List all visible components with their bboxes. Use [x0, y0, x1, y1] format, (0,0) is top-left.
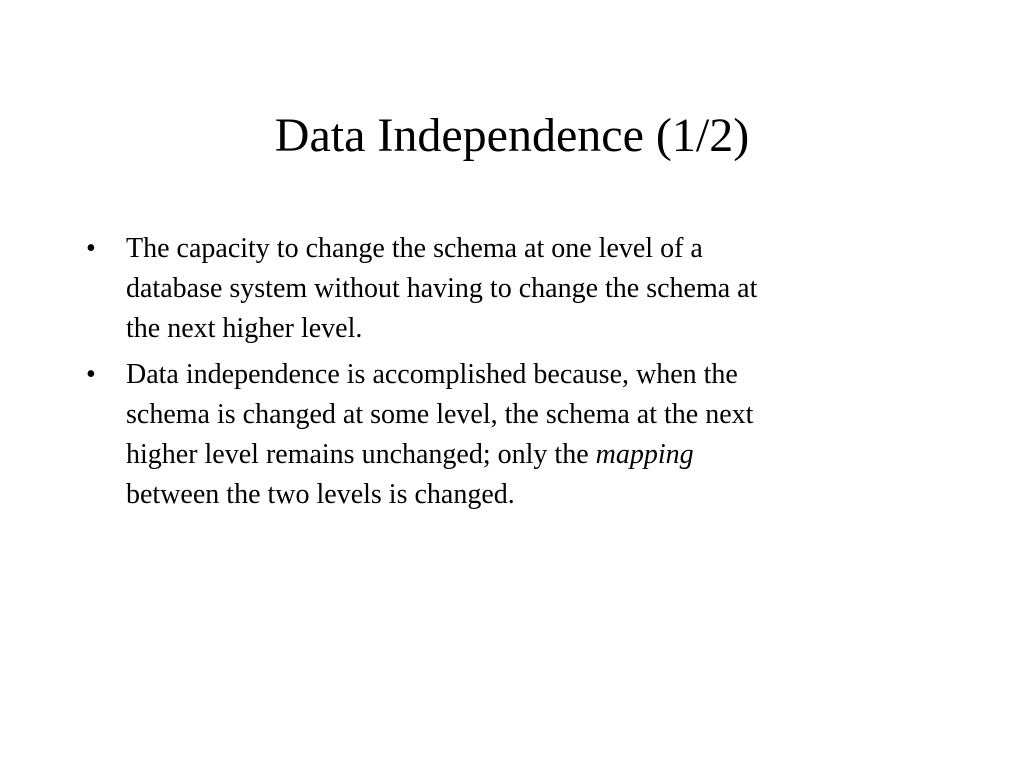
bullet-icon: •: [86, 359, 96, 390]
emphasized-term-mapping: mapping: [595, 439, 694, 470]
bullet-line: between the two levels is changed.: [126, 479, 515, 510]
bullet-line: Data independence is accomplished because, when the: [126, 359, 738, 390]
bullet-line: the next higher level.: [126, 313, 363, 344]
bullet-item-independence: [0, 355, 790, 515]
bullet-line: database system without having to change the schema at: [126, 273, 758, 304]
slide-title: Data Independence (1/2): [274, 109, 750, 162]
bullet-text-independence: [126, 355, 916, 515]
bullet-icon: •: [86, 233, 96, 264]
bullet-line-text: higher level remains unchanged; only the: [126, 439, 596, 470]
bullet-line: schema is changed at some level, the schema at the next: [126, 399, 754, 430]
bullet-item-capacity: [0, 229, 790, 349]
bullet-line: The capacity to change the schema at one level of a: [126, 233, 703, 264]
bullet-line: [126, 435, 916, 475]
bullet-text-capacity: [126, 229, 916, 349]
bullet-list: [0, 229, 790, 521]
